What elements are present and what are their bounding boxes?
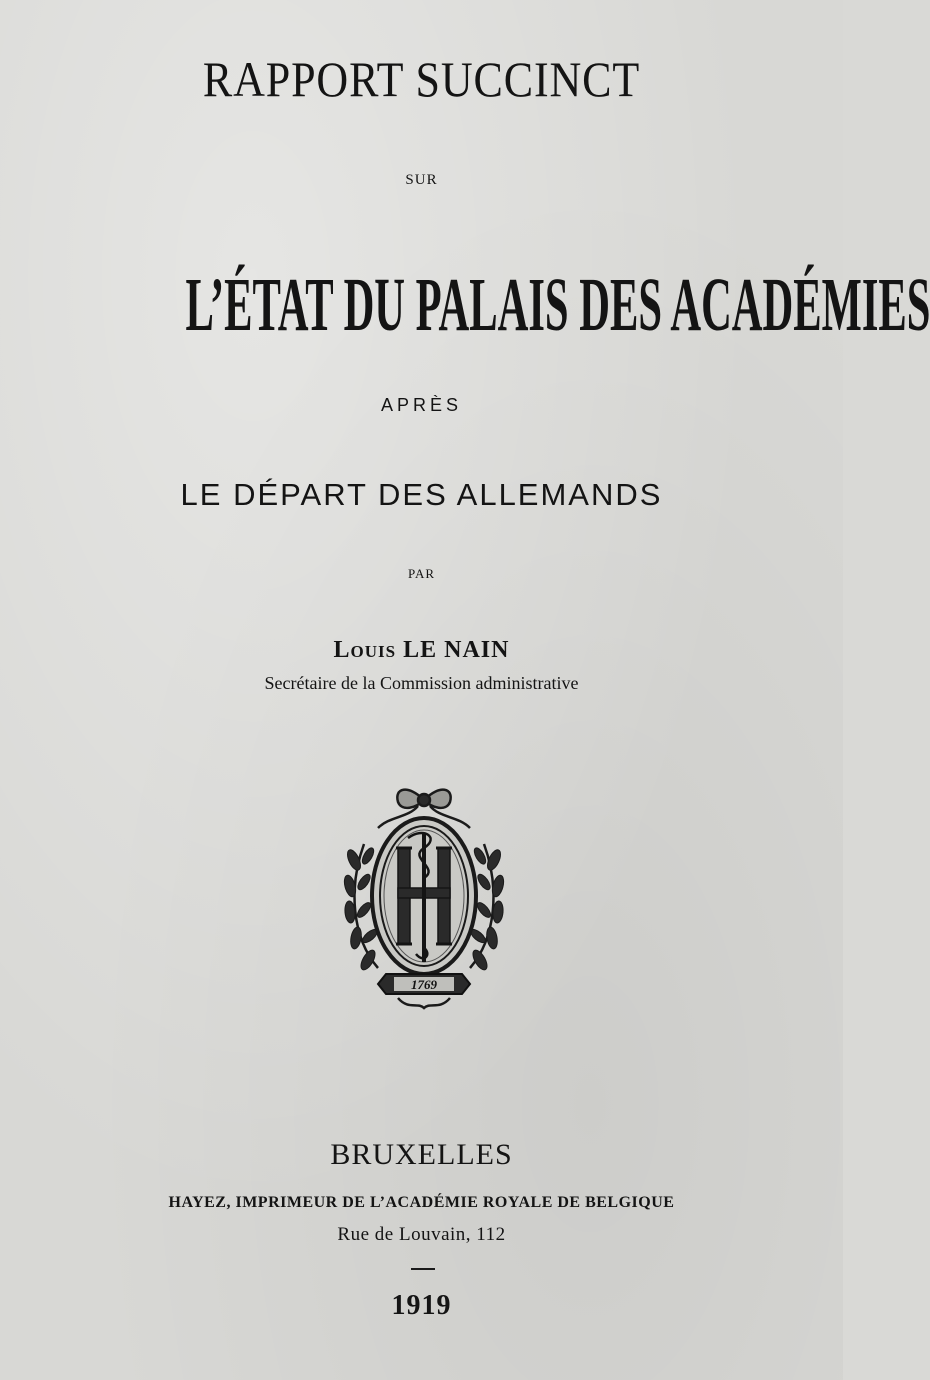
- imprint-printer: HAYEZ, IMPRIMEUR DE L’ACADÉMIE ROYALE DE BELGIQUE: [168, 1194, 675, 1211]
- connector-sur: SUR: [405, 172, 438, 188]
- publication-year: 1919: [391, 1290, 452, 1321]
- author-last-name: LE NAIN: [403, 637, 510, 663]
- author-name: [0, 637, 843, 664]
- connector-apres: APRÈS: [380, 395, 463, 415]
- subtitle: LE DÉPART DES ALLEMANDS: [180, 477, 663, 512]
- emblem-year: 1769: [411, 977, 437, 992]
- connector-par: PAR: [407, 566, 436, 581]
- year-cartouche: [378, 974, 470, 1008]
- author-first-name: Louis: [333, 637, 397, 663]
- title-line-1: RAPPORT SUCCINCT: [202, 51, 641, 107]
- monogram: [396, 833, 452, 962]
- title-line-2: L’ÉTAT DU PALAIS DES ACADÉMIES: [185, 263, 930, 347]
- academy-emblem-icon: [338, 778, 510, 1014]
- imprint-city: BRUXELLES: [330, 1138, 513, 1171]
- divider: [411, 1268, 435, 1270]
- imprint-address: Rue de Louvain, 112: [337, 1224, 506, 1245]
- author-role: Secrétaire de la Commission administrative: [264, 673, 579, 693]
